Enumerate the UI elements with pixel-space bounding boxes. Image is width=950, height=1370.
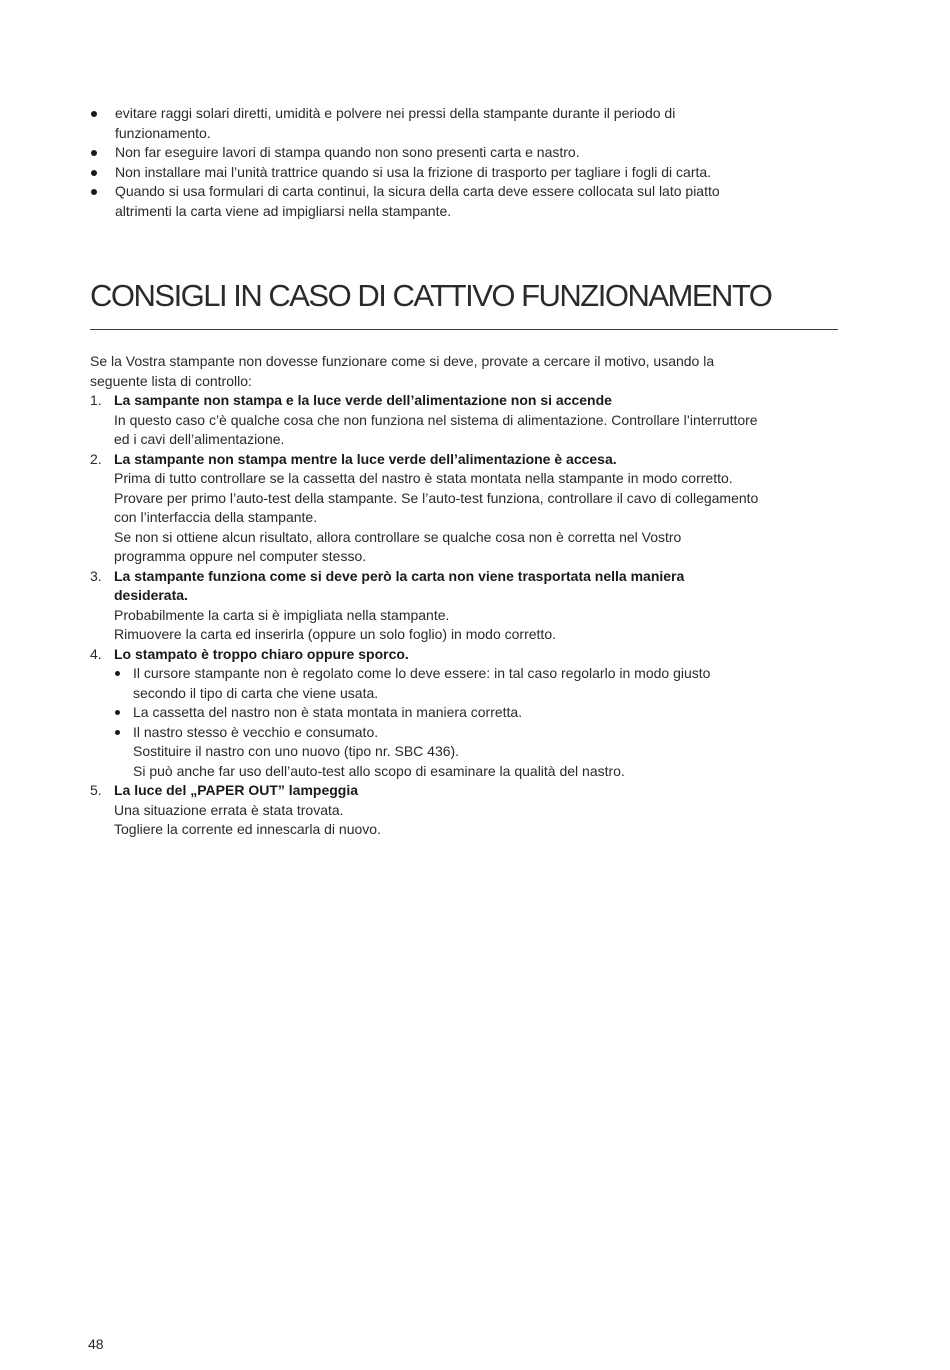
troubleshooting-list bbox=[90, 391, 850, 840]
text-line: evitare raggi solari diretti, umidità e polvere nei pressi della stampante durante il periodo di bbox=[115, 105, 676, 121]
troubleshooting-item bbox=[90, 645, 850, 782]
item-title: Lo stampato è troppo chiaro oppure sporco. bbox=[114, 645, 409, 662]
list-item bbox=[114, 723, 850, 782]
troubleshooting-item bbox=[90, 391, 850, 450]
list-item bbox=[90, 104, 850, 143]
bullet-icon bbox=[91, 150, 97, 156]
item-title: La stampante funziona come si deve però la carta non viene trasportata nella maniera bbox=[114, 567, 685, 584]
text-line: Togliere la corrente ed innescarla di nuovo. bbox=[114, 821, 381, 837]
text-line: Quando si usa formulari di carta continui, la sicura della carta deve essere collocata sul lato piatto bbox=[115, 183, 720, 199]
sub-bullet-list bbox=[114, 664, 850, 781]
section-heading: CONSIGLI IN CASO DI CATTIVO FUNZIONAMENTO bbox=[90, 278, 772, 313]
list-item bbox=[90, 163, 850, 183]
text-line: Si può anche far uso dell’auto-test allo scopo di esaminare la qualità del nastro. bbox=[133, 762, 625, 779]
bullet-icon bbox=[115, 671, 120, 676]
text-line: Sostituire il nastro con uno nuovo (tipo nr. SBC 436). bbox=[133, 743, 460, 759]
item-title: La sampante non stampa e la luce verde dell’alimentazione non si accende bbox=[114, 392, 612, 408]
item-title: La luce del „PAPER OUT” lampeggia bbox=[114, 782, 359, 798]
text-line: Prima di tutto controllare se la cassetta del nastro è stata montata nella stampante in modo corretto. bbox=[114, 470, 733, 486]
list-item bbox=[114, 703, 850, 723]
text-line: Probabilmente la carta si è impigliata nella stampante. bbox=[114, 606, 450, 623]
bullet-icon bbox=[115, 730, 120, 735]
text-line: Rimuovere la carta ed inserirla (oppure un solo foglio) in modo corretto. bbox=[114, 626, 556, 642]
bullet-icon bbox=[115, 710, 120, 715]
item-number: 2. bbox=[90, 450, 102, 467]
item-title: La stampante non stampa mentre la luce verde dell’alimentazione è accesa. bbox=[114, 450, 617, 467]
text-line: La cassetta del nastro non è stata montata in maniera corretta. bbox=[133, 704, 523, 720]
list-item bbox=[90, 143, 850, 163]
text-line: Se la Vostra stampante non dovesse funzionare come si deve, provate a cercare il motivo, usando la bbox=[90, 353, 715, 369]
text-line: Il cursore stampante non è regolato come lo deve essere: in tal caso regolarlo in modo giusto bbox=[133, 665, 711, 681]
text-line: programma oppure nel computer stesso. bbox=[114, 548, 367, 564]
bullet-icon bbox=[91, 170, 97, 176]
troubleshooting-item bbox=[90, 450, 850, 567]
text-line: Non far eseguire lavori di stampa quando non sono presenti carta e nastro. bbox=[115, 144, 580, 160]
item-number: 4. bbox=[90, 645, 102, 662]
heading-rule bbox=[90, 329, 838, 330]
item-number: 5. bbox=[90, 782, 102, 798]
bullet-icon bbox=[91, 189, 97, 195]
text-line: Non installare mai l’unità trattrice quando si usa la frizione di trasporto per tagliare i fogli di carta. bbox=[115, 163, 712, 180]
text-line: altrimenti la carta viene ad impigliarsi nella stampante. bbox=[115, 202, 452, 219]
text-line: ed i cavi dell’alimentazione. bbox=[114, 431, 285, 447]
text-line: Una situazione errata è stata trovata. bbox=[114, 801, 344, 818]
text-line: con l’interfaccia della stampante. bbox=[114, 509, 318, 525]
text-line: funzionamento. bbox=[115, 124, 211, 141]
text-line: Il nastro stesso è vecchio e consumato. bbox=[133, 723, 379, 740]
bullet-icon bbox=[91, 111, 97, 117]
intro-paragraph bbox=[90, 352, 820, 391]
list-item bbox=[90, 182, 850, 221]
item-number: 1. bbox=[90, 392, 102, 408]
item-number: 3. bbox=[90, 567, 102, 584]
text-line: Se non si ottiene alcun risultato, allora controllare se qualche cosa non è corretta nel Vostro bbox=[114, 528, 682, 545]
item-title: desiderata. bbox=[114, 587, 188, 603]
troubleshooting-item bbox=[90, 567, 850, 645]
text-line: seguente lista di controllo: bbox=[90, 372, 252, 389]
precautions-list bbox=[90, 104, 850, 221]
text-line: secondo il tipo di carta che viene usata. bbox=[133, 684, 379, 701]
page-number: 48 bbox=[88, 1336, 104, 1352]
troubleshooting-item bbox=[90, 781, 850, 840]
text-line: Provare per primo l’auto-test della stampante. Se l’auto-test funziona, controllare il cavo di collegamento bbox=[114, 489, 759, 506]
list-item bbox=[114, 664, 850, 703]
text-line: In questo caso c’è qualche cosa che non funziona nel sistema di alimentazione. Controllare l’interruttore bbox=[114, 411, 758, 428]
